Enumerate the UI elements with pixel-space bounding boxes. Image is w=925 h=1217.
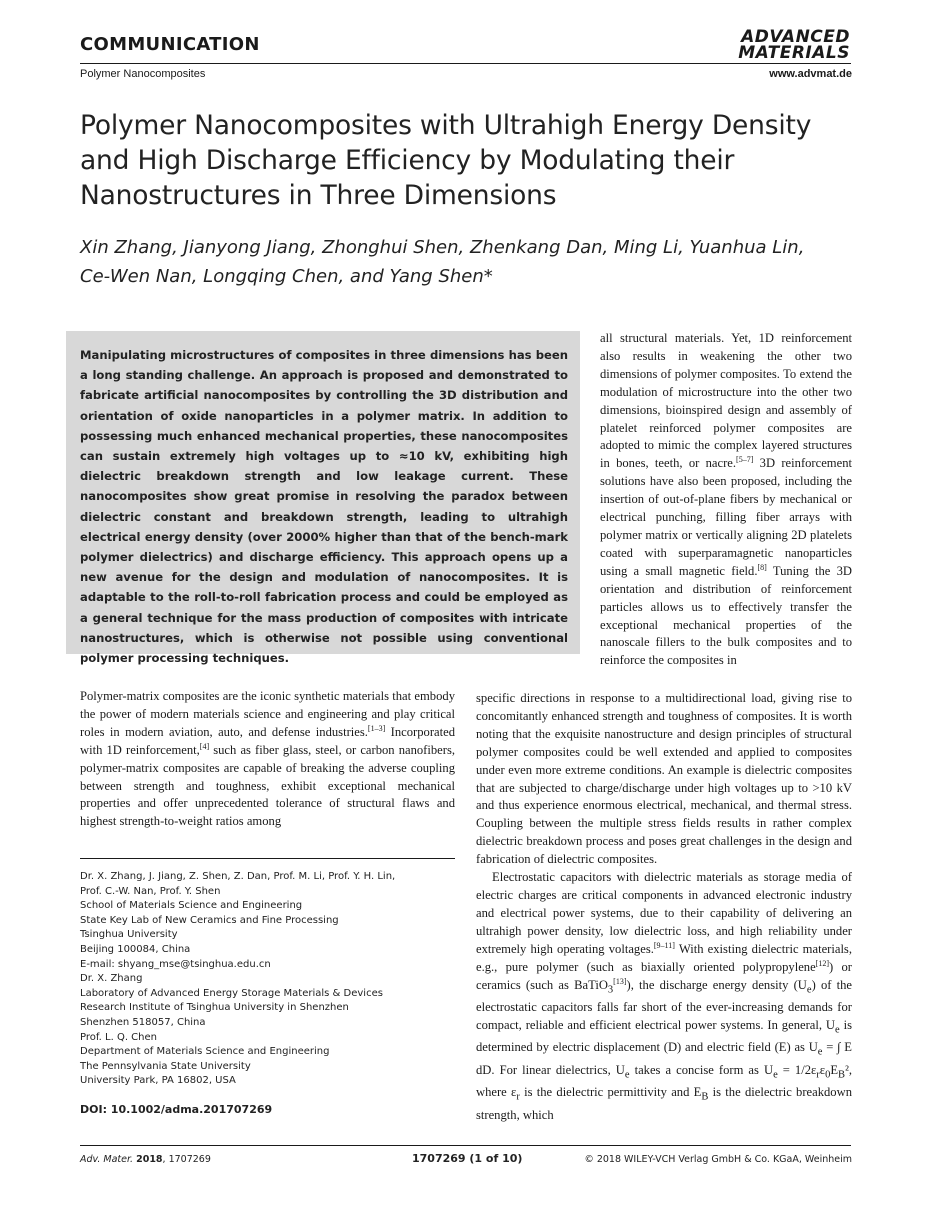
body-paragraph (80, 688, 455, 831)
affiliation-line: Tsinghua University (80, 929, 178, 941)
subject-label: Polymer Nanocomposites (80, 68, 206, 80)
author-line: Ce-Wen Nan, Longqing Chen, and Yang Shen* (80, 266, 493, 287)
journal-logo-line2: MATERIALS (738, 43, 850, 63)
body-paragraph: specific directions in response to a multidirectional load, giving rise to concomitantly enhanced strength and toughness of composites. It is worth noting that the exquisite nanostructure and design principles of structural polymer composites could be well extended and applied to composites under even more extreme conditions. An example is dielectric composites that are subjected to charge/discharge under high voltages up to >10 kV and thus experience enormous electrical, mechanical, and thermal stress. Coupling between the multiple stress fields results in rather complex dielectric breakdown process and poses great challenges in the design and fabrication of dielectric composites. (476, 691, 852, 867)
affiliation-line: School of Materials Science and Engineering (80, 900, 303, 912)
body-text: Tuning the 3D orientation and distribution of reinforcement particles allows us to effectively transfer the exceptional mechanical properties of the nanoscale fillers to the bulk composites and to reinforce the composites in (600, 563, 852, 668)
journal-abbrev: Adv. Mater. (80, 1154, 134, 1165)
body-text: Polymer-matrix composites are the iconic synthetic materials that embody the power of modern materials science and engineering and play critical roles in modern aviation, auto, and defense industries. (80, 689, 455, 739)
reference-citation[interactable]: [9–11] (653, 940, 675, 950)
affiliation-line: Laboratory of Advanced Energy Storage Materials & Devices (80, 987, 383, 999)
publication-year: 2018 (136, 1154, 163, 1165)
body-paragraph: Electrostatic capacitors with dielectric materials as storage media of electric charges are critical components in advanced electronic industry and electrical power systems, due to their capability of delivering an ultrahigh power density, low dielectric loss, and high reliability under extremely high operating voltages.[9–11] With existing dielectric materials, e.g., pure polymer (such as biaxially oriented polypropylene[12]) or ceramics (such as BaTiO$_3$[13]), the discharge energy density $(U_e)$ of the electrostatic capacitors falls far short of the ever-increasing demands for compact, reliable and efficient electrical power systems. In general, $U_e$ is determined by electric displacement (D) and electric field (E) as $U_e$ = ∫ E dD. For linear dielectrics, $U_e$ takes a concise form as $U_e = 1/2\varepsilon_r\varepsilon_0E_B^2$, where $\varepsilon_r$ is the dielectric permittivity and $E_B$ is the dielectric breakdown strength, which (476, 870, 853, 1122)
author-line: Xin Zhang, Jianyong Jiang, Zhonghui Shen, Zhenkang Dan, Ming Li, Yuanhua Lin, (80, 237, 805, 258)
reference-citation[interactable]: [5–7] (736, 455, 754, 465)
reference-citation[interactable]: [8] (757, 562, 767, 572)
body-text: Incorporated with 1D reinforcement, (80, 724, 455, 757)
article-title: Polymer Nanocomposites with Ultrahigh Energy Density and High Discharge Efficiency by Modulating their Nanostructures in Three Dimensions (80, 110, 812, 211)
affiliation-line: State Key Lab of New Ceramics and Fine Processing (80, 914, 339, 926)
reference-citation[interactable]: [13] (613, 976, 627, 986)
page-number: 1707269 (1 of 10) (412, 1152, 523, 1165)
body-text: all structural materials. Yet, 1D reinforcement also results in weakening the other two dimensions of polymer composites. To extend the modulation of microstructure into the other two dimensions, bioinspired design and assembly of platelet reinforced polymer composites are adopted to mimic the complex layered structures in bones, teeth, or nacre. (600, 331, 852, 471)
header-divider (80, 63, 851, 64)
affiliation-line: University Park, PA 16802, USA (80, 1075, 236, 1087)
affiliation-line: Dr. X. Zhang, J. Jiang, Z. Shen, Z. Dan, Prof. M. Li, Prof. Y. H. Lin, (80, 871, 396, 882)
article-number: , 1707269 (162, 1154, 211, 1165)
affiliation-divider (80, 858, 455, 859)
body-column (476, 690, 852, 1124)
affiliation-line: The Pennsylvania State University (80, 1060, 251, 1072)
body-text: such as fiber glass, steel, or carbon nanofibers, polymer-matrix composites are capable of breaking the adverse coupling between strength and toughness, exhibit exceptional mechanical properties and offer unprecedented tolerance of structural flaws and highest strength-to-weight ratios among (80, 742, 456, 829)
body-paragraph (600, 330, 852, 670)
reference-citation[interactable]: [12] (815, 958, 829, 968)
copyright-notice: © 2018 WILEY-VCH Verlag GmbH & Co. KGaA, Weinheim (584, 1154, 852, 1165)
journal-logo (728, 28, 852, 62)
affiliation-line: Department of Materials Science and Engineering (80, 1046, 330, 1058)
affiliation-line: Shenzhen 518057, China (80, 1016, 206, 1028)
affiliation-line: Prof. C.-W. Nan, Prof. Y. Shen (80, 885, 221, 897)
footer-citation (80, 1154, 211, 1165)
body-text: 3D reinforcement solutions have also been proposed, including the insertion of out-of-plane fibers by mechanical or electrical punching, filling fiber arrays with polymer matrix or vertically aligning 2D platelets coated with superparamagnetic nanoparticles using a small magnetic field. (600, 456, 852, 578)
footer-divider (80, 1145, 851, 1146)
affiliation-line: Beijing 100084, China (80, 943, 191, 955)
section-type-label: COMMUNICATION (80, 34, 260, 55)
email-link[interactable]: E-mail: shyang_mse@tsinghua.edu.cn (80, 958, 271, 970)
doi-link[interactable]: DOI: 10.1002/adma.201707269 (80, 1103, 273, 1116)
reference-citation[interactable]: [4] (199, 741, 210, 751)
author-list (80, 233, 840, 291)
abstract: Manipulating microstructures of composites in three dimensions has been a long standing challenge. An approach is proposed and demonstrated to fabricate artificial nanocomposites by controlling the 3D distribution and orientation of oxide nanoparticles in a polymer matrix. In addition to possessing much enhanced mechanical properties, these nanocomposites can sustain extremely high voltages up to ≈10 kV, exhibiting high dielectric breakdown strength and low leakage current. These nanocomposites show great promise in resolving the paradox between dielectric constant and breakdown strength, leading to ultrahigh electrical energy density (over 2000% higher than that of the bench-mark polymer dielectrics) and discharge efficiency. This approach opens up a new avenue for the design and modulation of nanocomposites. It is adaptable to the roll-to-roll fabrication process and could be employed as a general technique for the mass production of composites with intricate nanostructures, which is otherwise not possible using conventional polymer processing techniques. (80, 348, 568, 666)
affiliation-line: Dr. X. Zhang (80, 973, 143, 985)
affiliation-line: Prof. L. Q. Chen (80, 1031, 157, 1043)
journal-website-link[interactable]: www.advmat.de (769, 68, 852, 80)
affiliation-line: Research Institute of Tsinghua University in Shenzhen (80, 1002, 349, 1014)
reference-citation[interactable]: [1–3] (367, 723, 386, 733)
affiliations (80, 870, 455, 1089)
journal-logo-line1: ADVANCED (741, 27, 850, 47)
